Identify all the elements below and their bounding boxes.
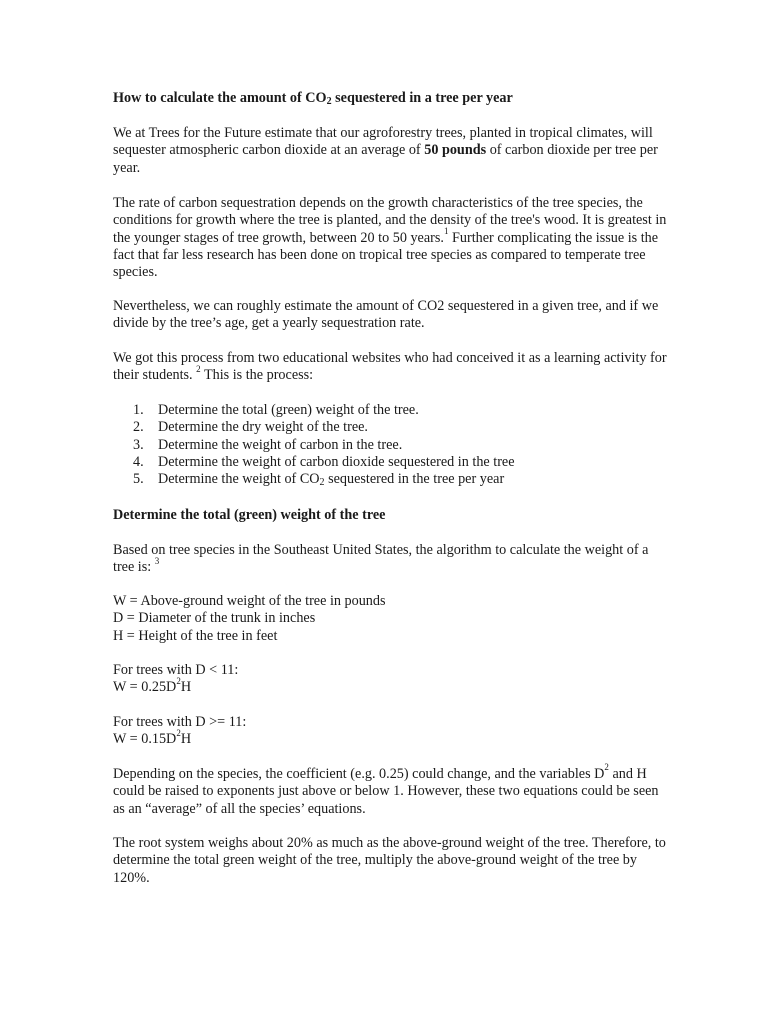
section-heading: Determine the total (green) weight of the tree [113, 507, 386, 523]
list-item: 4. Determine the weight of carbon dioxide sequestered in the tree [133, 453, 515, 470]
definition-w: W = Above-ground weight of the tree in pounds [113, 593, 386, 609]
highlight-amount: 50 pounds [424, 142, 487, 159]
list-item: 5. Determine the weight of $CO_2$ sequestered in the tree per year [133, 471, 505, 489]
definition-d: D = Diameter of the trunk in inches [113, 610, 316, 627]
coefficient-paragraph: Depending on the species, the coefficient (e.g. 0.25) could change, and the variables $D^2$ and H could be raised to exponents just above or below 1. However, these two equations could be seen as an “average” of all the species’ equations. [113, 762, 659, 817]
footnote-ref-2: 2 [196, 363, 201, 374]
intro-paragraph: We at Trees for the Future estimate that our agroforestry trees, planted in tropical climates, will sequester atmospheric carbon dioxide at an average of 50 pounds of carbon dioxide per tree per year. [113, 125, 658, 176]
list-item: 1. Determine the total (green) weight of the tree. [133, 402, 419, 418]
formula-small-trees: For trees with D < 11: $W = 0.25D^2H$ [113, 662, 239, 696]
formula-large-trees: For trees with D >= 11: $W = 0.15D^2H$ [113, 714, 247, 748]
process-steps-list [113, 402, 673, 488]
definition-h: H = Height of the tree in feet [113, 627, 278, 644]
process-paragraph: We got this process from two educational websites who had conceived it as a learning activity for their students. $^2$ This is the process: [113, 350, 667, 384]
list-item: 2. Determine the dry weight of the tree. [133, 419, 368, 436]
document-title: How to calculate the amount of $CO_2$ sequestered in a tree per year [113, 90, 513, 107]
footnote-ref-1: 1 [443, 225, 449, 236]
algorithm-paragraph: Based on tree species in the Southeast United States, the algorithm to calculate the weight of a tree is: $^3$ [113, 542, 649, 576]
list-item: 3. Determine the weight of carbon in the tree. [133, 436, 403, 453]
variable-definitions [113, 593, 673, 645]
rate-paragraph: The rate of carbon sequestration depends on the growth characteristics of the tree species, the conditions for growth where the tree is planted, and the density of the tree's wood. It is greatest in the younger stages of tree growth, between 20 to 50 years.$^1$ Further complicating the issue is the fact that far less research has been done on tropical tree species as compared to temperate tree species. [113, 195, 667, 281]
root-system-paragraph: The root system weighs about 20% as much as the above-ground weight of the tree. Therefore, to determine the total green weight of the tree, multiply the above-ground weight of the tree by 120%. [113, 835, 666, 886]
footnote-ref-3: 3 [154, 555, 160, 566]
estimate-paragraph: Nevertheless, we can roughly estimate the amount of CO2 sequestered in a given tree, and if we divide by the tree’s age, get a yearly sequestration rate. [113, 298, 659, 332]
